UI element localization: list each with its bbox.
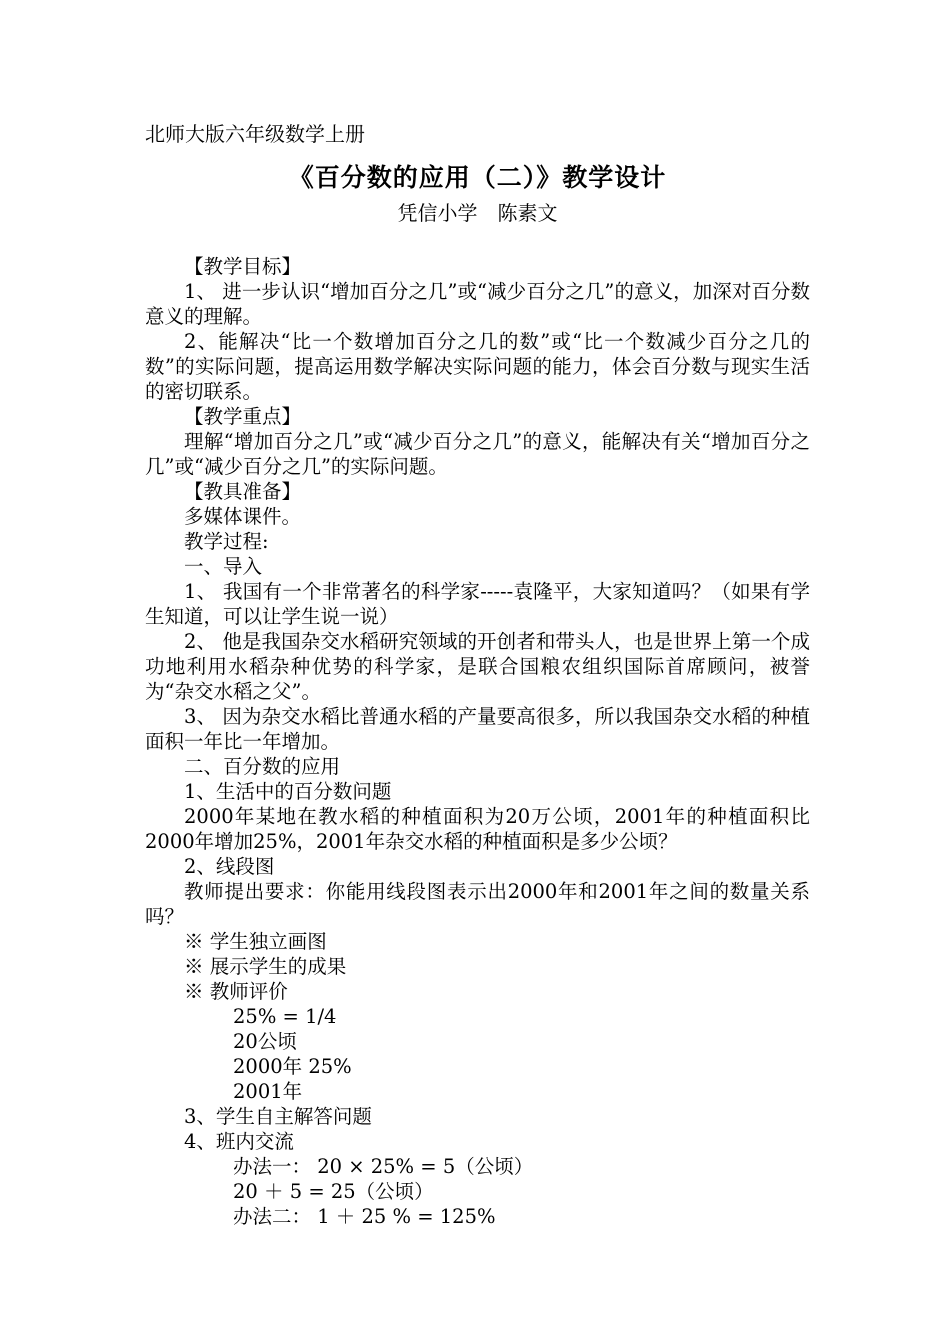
- application-item-1: 1、生活中的百分数问题: [184, 780, 392, 803]
- problem-text: 2000年某地在教水稻的种植面积为20万公顷，2001年的种植面积比2000年增加25%，2001年杂交水稻的种植面积是多少公顷？: [145, 805, 810, 853]
- step-evaluate: ※ 教师评价: [184, 980, 288, 1003]
- author-line: 凭信小学 陈素文: [397, 201, 558, 225]
- intro-item-2: 2、 他是我国杂交水稻研究领域的开创者和带头人，也是世界上第一个成功地利用水稻杂种优势的科学家，是联合国粮农组织国际首席顾问，被誉为“杂交水稻之父”。: [145, 630, 810, 703]
- step-show: ※ 展示学生的成果: [184, 955, 347, 978]
- method-2: 办法二： 1 ＋ 25 % = 125%: [233, 1205, 496, 1228]
- objective-2: 2、能解决“比一个数增加百分之几的数”或“比一个数减少百分之几的数”的实际问题，提高运用数学解决实际问题的能力，体会百分数与现实生活的密切联系。: [145, 330, 810, 403]
- section-intro: 一、导入: [184, 555, 263, 578]
- method-1-step-2: 20 ＋ 5 = 25（公顷）: [233, 1180, 434, 1203]
- teacher-request: 教师提出要求：你能用线段图表示出2000年和2001年之间的数量关系吗？: [145, 880, 810, 928]
- heading-materials: 【教具准备】: [184, 480, 302, 503]
- step-draw: ※ 学生独立画图: [184, 930, 327, 953]
- materials-text: 多媒体课件。: [184, 505, 302, 528]
- diagram-note-2: 20公顷: [233, 1030, 297, 1053]
- heading-key-points: 【教学重点】: [184, 405, 302, 428]
- intro-item-1: 1、 我国有一个非常著名的科学家-----袁隆平，大家知道吗？（如果有学生知道，可以让学生说一说）: [145, 580, 810, 628]
- method-1: 办法一： 20 × 25% = 5（公顷）: [233, 1155, 534, 1178]
- document-title: 《百分数的应用（二）》教学设计: [288, 163, 667, 192]
- application-item-4: 4、班内交流: [184, 1130, 294, 1153]
- book-header: 北师大版六年级数学上册: [145, 122, 365, 146]
- application-item-3: 3、学生自主解答问题: [184, 1105, 372, 1128]
- process-label: 教学过程:: [184, 530, 269, 553]
- objective-1: 1、 进一步认识“增加百分之几”或“减少百分之几”的意义，加深对百分数意义的理解。: [145, 280, 810, 328]
- heading-objectives: 【教学目标】: [184, 255, 302, 278]
- key-points-text: 理解“增加百分之几”或“减少百分之几”的意义，能解决有关“增加百分之几”或“减少百分之几”的实际问题。: [145, 430, 810, 478]
- application-item-2: 2、线段图: [184, 855, 275, 878]
- diagram-note-1: 25% = 1/4: [233, 1005, 337, 1028]
- intro-item-3: 3、 因为杂交水稻比普通水稻的产量要高很多，所以我国杂交水稻的种植面积一年比一年增加。: [145, 705, 810, 753]
- section-application: 二、百分数的应用: [184, 755, 341, 778]
- diagram-note-3: 2000年 25%: [233, 1055, 352, 1078]
- diagram-note-4: 2001年: [233, 1080, 303, 1103]
- document-page: [145, 118, 810, 1229]
